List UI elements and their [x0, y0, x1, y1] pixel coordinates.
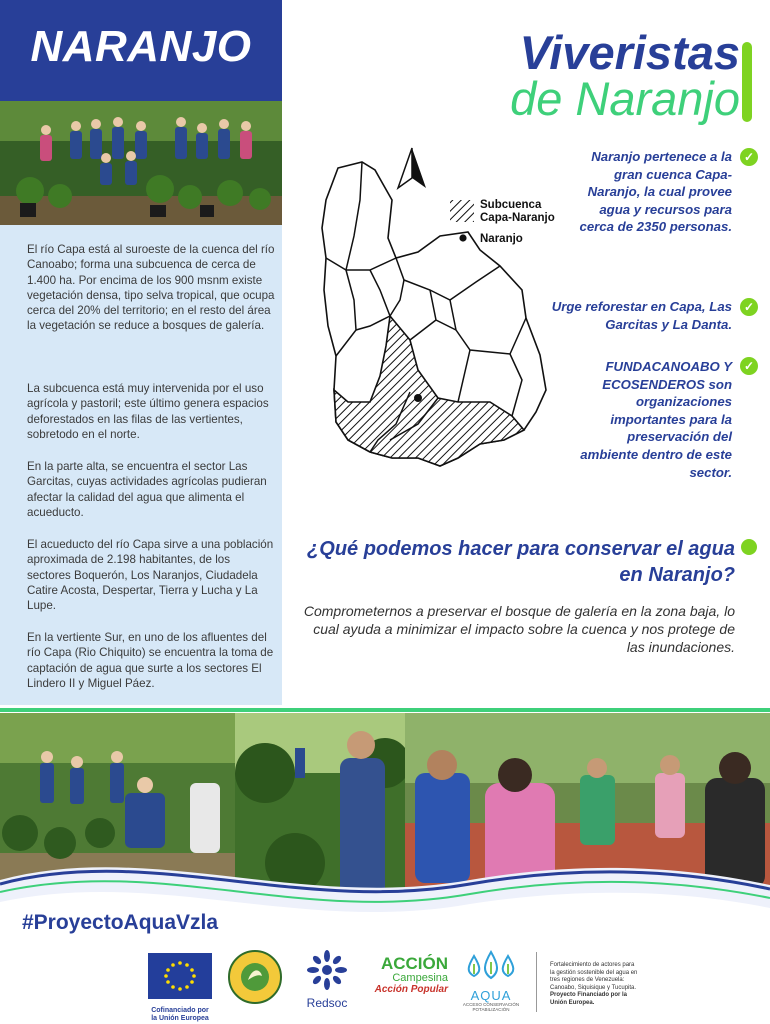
title-line-2: de Naranjo	[510, 72, 740, 125]
paragraph-location: El río Capa está al suroeste de la cuenca del río Canoabo; forma una subcuenca de cerca de 1.400 ha. Por encima de los 900 msnm existe vegetación densa, tipo selva tropical, que ocupa cerca del 20% del territorio; en el resto del área la vegetación se reduce a bosques de galería.	[27, 243, 275, 333]
eu-logo	[148, 953, 212, 1023]
project-hashtag[interactable]: #ProyectoAquaVzla	[22, 911, 219, 934]
paragraph-intervention: La subcuenca está muy intervenida por el uso agrícola y pastoril; este último genera espacios deforestados en las filas de las vertientes, sobretodo en el norte.	[27, 382, 269, 441]
title-accent-bar	[742, 42, 752, 122]
eu-flag-icon	[148, 953, 212, 999]
fact-organizations: FUNDACANOABO Y ECOSENDEROS son organizaciones importantes para la preservación del ambiente dentro de este sector.	[580, 359, 732, 480]
title-line-1: Viveristas	[519, 26, 740, 79]
redsoc-logo	[302, 950, 352, 1010]
north-arrow-icon	[398, 148, 426, 188]
photo-illustration	[0, 101, 282, 225]
tierra-viva-emblem-icon	[228, 950, 282, 1004]
fact-basin: Naranjo pertenece a la gran cuenca Capa-Naranjo, la cual provee agua y recursos para cerca de 2350 personas.	[579, 149, 732, 235]
aqua-subtitle: ACCESO CONSERVACIÓN POTABILIZACIÓN	[462, 1002, 520, 1012]
water-drops-icon	[462, 950, 520, 984]
eu-caption: Cofinanciado por la Unión Europea	[151, 1007, 209, 1022]
description-panel	[0, 225, 282, 705]
redsoc-label: Redsoc	[306, 996, 348, 1010]
place-title-band	[0, 0, 282, 101]
naranjo-location-marker	[414, 394, 422, 402]
green-divider	[0, 708, 770, 712]
redsoc-star-icon	[302, 950, 352, 990]
paragraph-aqueduct: El acueducto del río Capa sirve a una población aproximada de 2.198 habitantes, de los sectores Boquerón, Los Naranjos, Ciudadela Catire Acosta, Despertar, Tierra y Lucha y La Lupe.	[27, 538, 274, 613]
volunteers-group-photo	[0, 101, 282, 225]
aqua-logo	[462, 950, 520, 1012]
question-heading: ¿Qué podemos hacer para conservar el agua en Naranjo?	[307, 538, 735, 586]
paragraph-garcitas: En la parte alta, se encuentra el sector Las Garcitas, cuyas actividades agrícolas pudieran afectar la calidad del agua que alimenta el acueducto.	[27, 460, 267, 519]
project-description-text: Fortalecimiento de actores para la gestión sostenible del agua en tres regiones de Venezuela: Canoabo, Siquisique y Tucupita.	[550, 962, 638, 991]
fact-reforest: Urge reforestar en Capa, Las Garcitas y La Danta.	[551, 299, 732, 332]
accion-title: ACCIÓN	[380, 954, 448, 973]
project-funding-text: Proyecto Financiado por la Unión Europea.	[550, 992, 628, 1006]
check-icon: ✓	[740, 357, 758, 375]
place-title: NARANJO	[30, 22, 252, 71]
aqua-label: AQUA	[470, 988, 512, 1003]
check-icon: ✓	[740, 148, 758, 166]
accion-subtitle: Campesina	[392, 972, 448, 984]
bullet-dot-icon	[741, 539, 757, 555]
answer-text: Comprometernos a preservar el bosque de galería en la zona baja, lo cual ayuda a minimizar el impacto sobre la cuenca y nos protege de las inundaciones.	[303, 603, 735, 655]
footer-divider	[536, 952, 537, 1012]
legend-naranjo-label: Naranjo	[480, 233, 523, 245]
accion-tagline: Acción Popular	[374, 984, 448, 995]
legend-hatch-swatch	[450, 200, 474, 222]
main-title	[300, 28, 740, 124]
project-description	[550, 962, 640, 1007]
legend-subcuenca-label: Subcuenca Capa-Naranjo	[480, 199, 555, 224]
fundacion-tierra-viva-logo	[228, 950, 282, 1004]
check-icon: ✓	[740, 298, 758, 316]
legend-point-icon	[459, 234, 466, 241]
accion-campesina-logo	[372, 955, 448, 996]
paragraph-south-slope: En la vertiente Sur, en uno de los afluentes del río Capa (Rio Chiquito) se encuentra la toma de captación de agua que surte a los sectores El Lindero II y Miguel Páez.	[27, 631, 274, 690]
